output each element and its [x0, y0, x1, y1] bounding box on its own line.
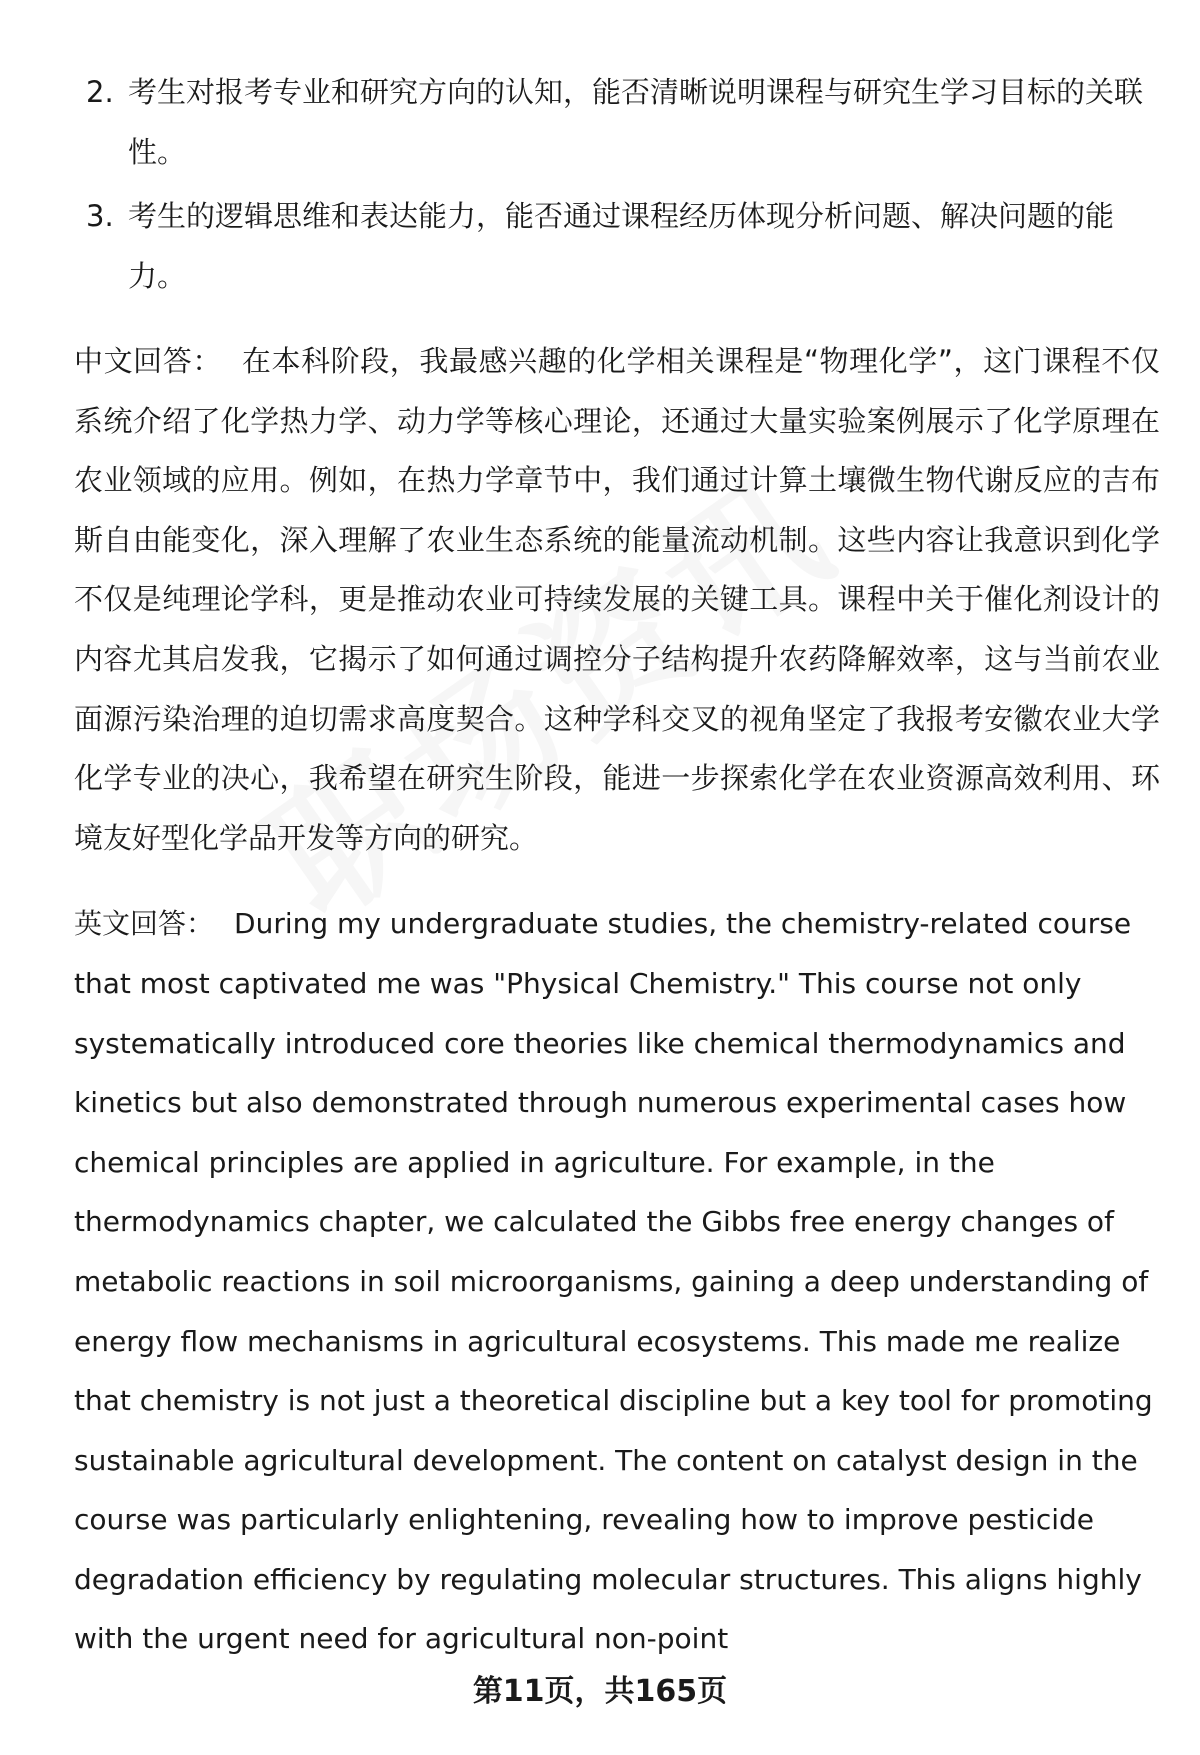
page-number: 第11页，共165页: [472, 1674, 728, 1709]
criteria-list: [74, 62, 1160, 306]
chinese-answer-text: 在本科阶段，我最感兴趣的化学相关课程是“物理化学”，这门课程不仅系统介绍了化学热力学、动力学等核心理论，还通过大量实验案例展示了化学原理在农业领域的应用。例如，在热力学章节中，我们通过计算土壤微生物代谢反应的吉布斯自由能变化，深入理解了农业生态系统的能量流动机制。这些内容让我意识到化学不仅是纯理论学科，更是推动农业可持续发展的关键工具。课程中关于催化剂设计的内容尤其启发我，它揭示了如何通过调控分子结构提升农药降解效率，这与当前农业面源污染治理的迫切需求高度契合。这种学科交叉的视角坚定了我报考安徽农业大学化学专业的决心，我希望在研究生阶段，能进一步探索化学在农业资源高效利用、环境友好型化学品开发等方向的研究。: [74, 344, 1160, 855]
chinese-answer-paragraph: [74, 332, 1160, 868]
chinese-answer-label: 中文回答：: [74, 344, 222, 378]
list-item: [74, 62, 1160, 182]
english-answer-label: 英文回答：: [74, 907, 215, 941]
english-answer-text: During my undergraduate studies, the chemistry-related course that most captivated me was "Physical Chemistry." This course not only systematically introduced core theories like chemical thermodynamics and kinetics but also demonstrated through numerous experimental cases how chemical principles are applied in agriculture. For example, in the thermodynamics chapter, we calculated the Gibbs free energy changes of metabolic reactions in soil microorganisms, gaining a deep understanding of energy flow mechanisms in agricultural ecosystems. This made me realize that chemistry is not just a theoretical discipline but a key tool for promoting sustainable agricultural development. The content on catalyst design in the course was particularly enlightening, revealing how to improve pesticide degradation efficiency by regulating molecular structures. This aligns highly with the urgent need for agricultural non-point: [74, 907, 1153, 1656]
list-item-number: 2.: [86, 75, 114, 109]
list-item-text: 考生的逻辑思维和表达能力，能否通过课程经历体现分析问题、解决问题的能力。: [128, 199, 1115, 293]
page-content: [74, 62, 1160, 1669]
list-item: [74, 186, 1160, 306]
list-item-number: 3.: [86, 199, 114, 233]
list-item-text: 考生对报考专业和研究方向的认知，能否清晰说明课程与研究生学习目标的关联性。: [128, 75, 1144, 169]
english-answer-paragraph: [74, 894, 1160, 1669]
